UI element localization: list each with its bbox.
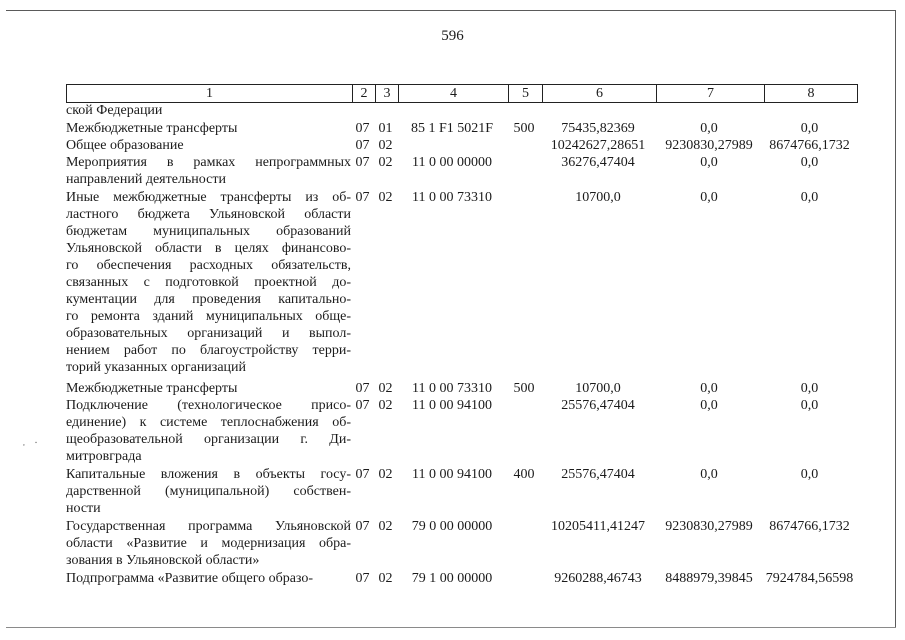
amount-col-7: 0,0 xyxy=(700,190,718,205)
column-header-2: 2 xyxy=(352,85,375,102)
expense-type-code xyxy=(507,397,541,465)
amount-col-7 xyxy=(655,102,763,119)
row-description xyxy=(66,102,351,119)
description-line: нением работ по благоустройству терри- xyxy=(66,343,351,358)
subsection-code: 02 xyxy=(378,467,393,482)
row-description xyxy=(66,397,351,465)
description-line: Иные межбюджетные трансферты из об- xyxy=(66,190,351,205)
column-header-3: 3 xyxy=(375,85,398,102)
expense-type-code: 500 xyxy=(513,121,535,136)
description-line: зования в Ульяновской области» xyxy=(66,553,260,568)
description-line: кументации для проведения капитально- xyxy=(66,292,351,307)
description-line: направлений деятельности xyxy=(66,172,226,187)
column-header-7: 7 xyxy=(656,85,764,102)
section-code: 07 xyxy=(355,398,370,413)
amount-col-8: 8674766,1732 xyxy=(769,519,850,534)
amount-col-8 xyxy=(763,102,856,119)
row-description xyxy=(66,137,351,154)
description-line: Подключение (технологическое присо- xyxy=(66,398,351,413)
table-row xyxy=(66,102,856,119)
amount-col-6: 9260288,46743 xyxy=(554,571,642,586)
section-code: 07 xyxy=(355,519,370,534)
subsection-code: 02 xyxy=(378,398,393,413)
amount-col-6: 10700,0 xyxy=(575,190,621,205)
target-article-code: 79 0 00 00000 xyxy=(411,519,493,534)
table-row xyxy=(66,120,856,137)
description-line: бюджетам муниципальных образований xyxy=(66,224,351,239)
section-code xyxy=(351,102,374,119)
row-description xyxy=(66,380,351,397)
table-header xyxy=(66,84,858,103)
amount-col-7: 9230830,27989 xyxy=(665,519,753,534)
amount-col-7: 9230830,27989 xyxy=(665,138,753,153)
row-description xyxy=(66,154,351,188)
scan-speckle: · · xyxy=(20,436,43,452)
target-article-code: 11 0 00 94100 xyxy=(412,467,492,482)
expense-type-code: 400 xyxy=(513,467,535,482)
description-line: Капитальные вложения в объекты госу- xyxy=(66,467,351,482)
amount-col-6: 10242627,28651 xyxy=(550,138,646,153)
expense-type-code xyxy=(507,518,541,569)
amount-col-8: 8674766,1732 xyxy=(769,138,850,153)
table-row xyxy=(66,570,856,587)
target-article-code: 11 0 00 94100 xyxy=(412,398,492,413)
column-header-6: 6 xyxy=(542,85,656,102)
amount-col-7: 0,0 xyxy=(700,467,718,482)
target-article-code: 79 1 00 00000 xyxy=(411,571,493,586)
expense-type-code xyxy=(507,570,541,587)
row-description xyxy=(66,466,351,517)
description-line: Мероприятия в рамках непрограммных xyxy=(66,155,351,170)
amount-col-8: 0,0 xyxy=(800,121,819,136)
target-article-code: 11 0 00 73310 xyxy=(412,190,492,205)
amount-col-7: 0,0 xyxy=(700,121,718,136)
amount-col-8: 0,0 xyxy=(800,467,819,482)
subsection-code: 02 xyxy=(378,190,393,205)
table-row xyxy=(66,137,856,154)
description-line: области «Развитие и модернизация обра- xyxy=(66,536,351,551)
section-code: 07 xyxy=(355,190,370,205)
row-description xyxy=(66,189,351,376)
amount-col-8: 0,0 xyxy=(800,381,819,396)
amount-col-6: 10205411,41247 xyxy=(551,519,645,534)
description-line: единение) к системе теплоснабжения об- xyxy=(66,415,351,430)
expense-type-code xyxy=(507,102,541,119)
subsection-code: 02 xyxy=(378,381,393,396)
section-code: 07 xyxy=(355,138,370,153)
subsection-code: 02 xyxy=(378,138,393,153)
page-border-top xyxy=(6,10,896,11)
amount-col-7: 0,0 xyxy=(700,381,718,396)
amount-col-6: 10700,0 xyxy=(575,381,621,396)
amount-col-6: 25576,47404 xyxy=(561,398,635,413)
description-line: щеобразовательной организации г. Ди- xyxy=(66,432,351,447)
amount-col-6 xyxy=(541,102,655,119)
section-code: 07 xyxy=(355,381,370,396)
expense-type-code xyxy=(507,137,541,154)
target-article-code: 11 0 00 00000 xyxy=(412,155,492,170)
page-number: 596 xyxy=(441,28,464,44)
description-line: ской Федерации xyxy=(66,103,163,118)
section-code: 07 xyxy=(355,155,370,170)
description-line: го ремонта зданий муниципальных обще- xyxy=(66,309,351,324)
amount-col-6: 36276,47404 xyxy=(561,155,635,170)
description-line: ластного бюджета Ульяновской области xyxy=(66,207,351,222)
column-header-1: 1 xyxy=(206,86,213,101)
expense-type-code xyxy=(507,189,541,376)
description-line: Государственная программа Ульяновской xyxy=(66,519,351,534)
description-line: Общее образование xyxy=(66,138,184,153)
subsection-code: 02 xyxy=(378,519,393,534)
table-row xyxy=(66,397,856,465)
table-row xyxy=(66,189,856,376)
subsection-code: 02 xyxy=(378,571,393,586)
target-article-code xyxy=(397,137,507,154)
table-row xyxy=(66,380,856,397)
target-article-code xyxy=(397,102,507,119)
amount-col-8: 7924784,56598 xyxy=(765,571,854,586)
amount-col-7: 8488979,39845 xyxy=(665,571,753,586)
amount-col-6: 75435,82369 xyxy=(561,121,635,136)
table-row xyxy=(66,466,856,517)
column-header-5: 5 xyxy=(508,85,542,102)
section-code: 07 xyxy=(355,121,370,136)
target-article-code: 11 0 00 73310 xyxy=(412,381,492,396)
page-border-bottom xyxy=(6,627,896,628)
subsection-code: 01 xyxy=(378,121,393,136)
expense-type-code xyxy=(507,154,541,188)
amount-col-8: 0,0 xyxy=(800,190,819,205)
description-line: ности xyxy=(66,501,101,516)
subsection-code: 02 xyxy=(378,155,393,170)
page-border-right xyxy=(895,10,896,627)
row-description xyxy=(66,518,351,569)
amount-col-7: 0,0 xyxy=(700,398,718,413)
description-line: Межбюджетные трансферты xyxy=(66,121,238,136)
description-line: дарственной (муниципальной) собствен- xyxy=(66,484,351,499)
description-line: Подпрограмма «Развитие общего образо- xyxy=(66,571,314,586)
expense-type-code: 500 xyxy=(513,381,535,396)
row-description xyxy=(66,570,351,587)
description-line: образовательных организаций и выпол- xyxy=(66,326,351,341)
section-code: 07 xyxy=(355,467,370,482)
amount-col-8: 0,0 xyxy=(800,398,819,413)
amount-col-7: 0,0 xyxy=(700,155,718,170)
amount-col-8: 0,0 xyxy=(800,155,819,170)
column-header-8: 8 xyxy=(764,85,857,102)
subsection-code xyxy=(374,102,397,119)
table-row xyxy=(66,154,856,188)
target-article-code: 85 1 F1 5021F xyxy=(410,121,494,136)
description-line: Межбюджетные трансферты xyxy=(66,381,238,396)
row-description xyxy=(66,120,351,137)
description-line: Ульяновской области в целях финансово- xyxy=(66,241,351,256)
table-row xyxy=(66,518,856,569)
amount-col-6: 25576,47404 xyxy=(561,467,635,482)
description-line: связанных с подготовкой проектной до- xyxy=(66,275,351,290)
description-line: торий указанных организаций xyxy=(66,360,247,375)
description-line: митровграда xyxy=(66,449,142,464)
column-header-4: 4 xyxy=(398,85,508,102)
description-line: го обеспечения расходных обязательств, xyxy=(66,258,351,273)
section-code: 07 xyxy=(355,571,370,586)
